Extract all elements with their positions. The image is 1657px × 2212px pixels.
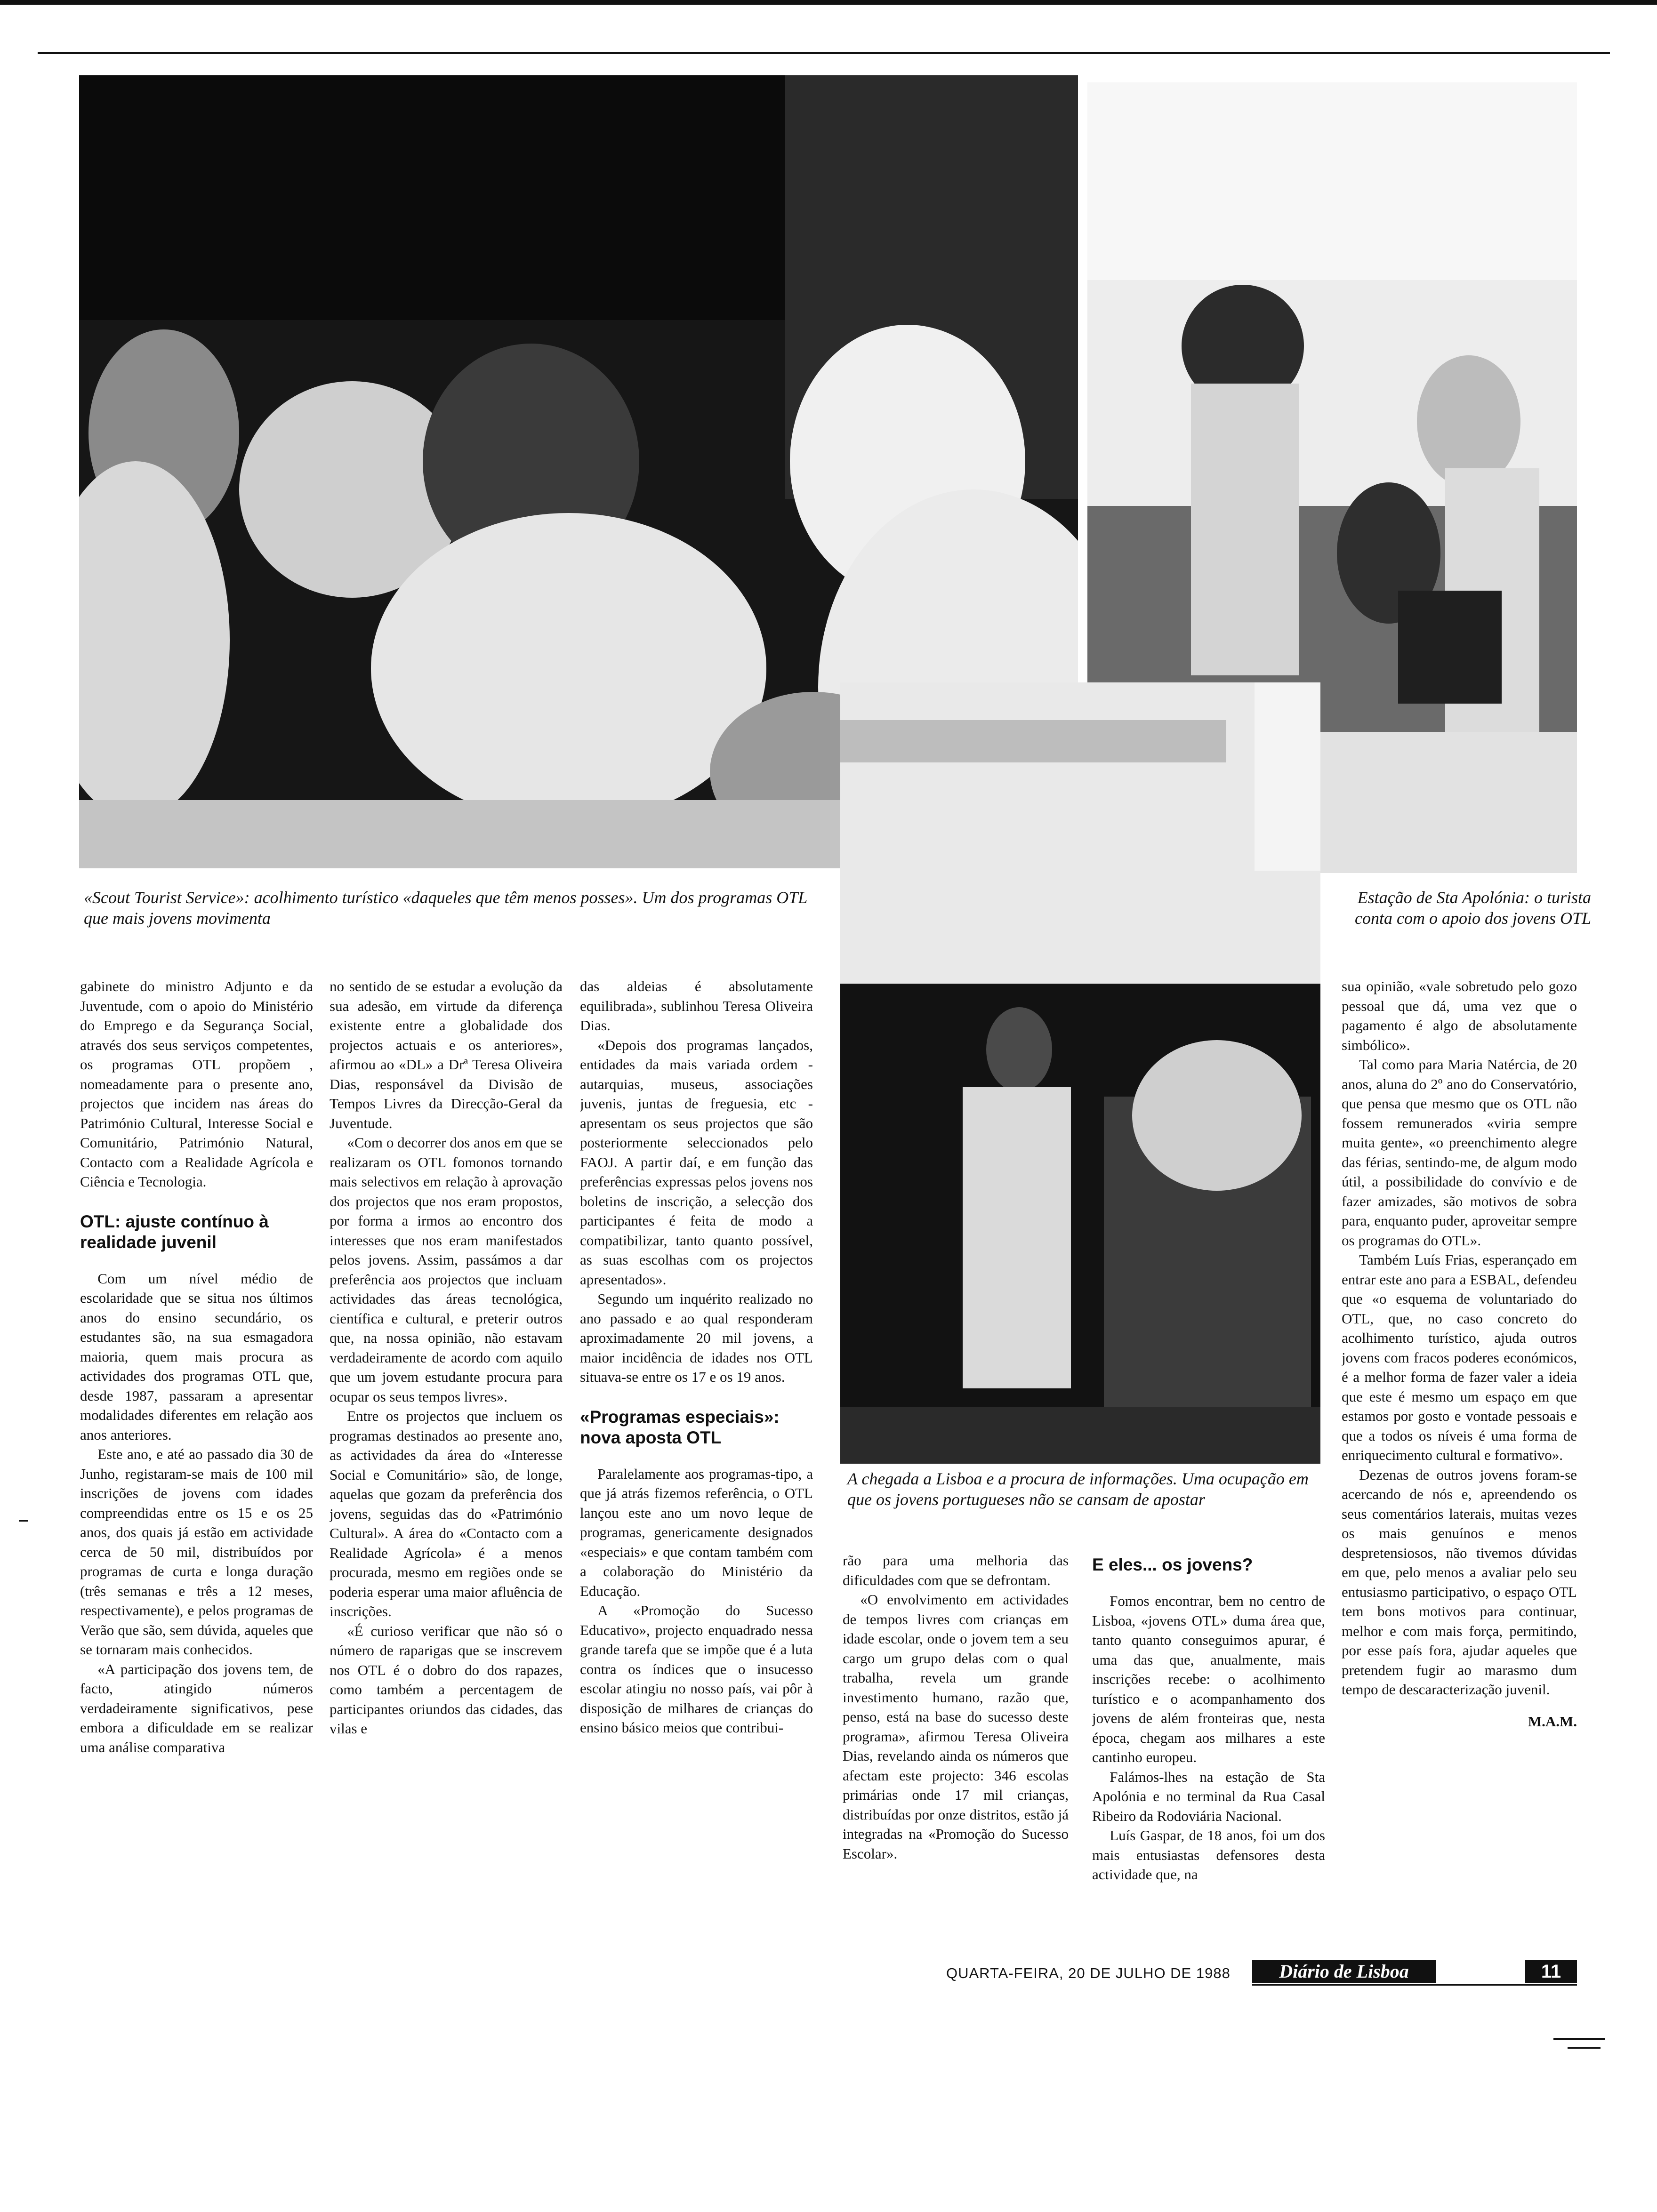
col6-paragraph-1: sua opinião, «vale sobretudo pelo gozo pessoal que dá, uma vez que o pagamento é algo de absolutamente simbólico». [1342,978,1577,1053]
scout-photo-caption: «Scout Tourist Service»: acolhimento turístico «daqueles que têm menos posses». Um dos programas OTL que mais jovens movimenta [84,888,807,928]
col3-paragraph-4: Paralelamente aos programas-tipo, a que já atrás fizemos referência, o OTL lançou este ano um novo leque de programas, genericamente designados «especiais» e que contam também com a colaboração do Ministério da Educação. [580,1465,813,1599]
page-number: 11 [1525,1960,1577,1983]
scan-mark-left [19,1520,28,1522]
col2-paragraph-2: «Com o decorrer dos anos em que se realizaram os OTL fomonos tornando mais selectivos em relação à aprovação dos projectos que nos eram propostos, por forma a irmos ao encontro dos interesses que nos eram manifestados pelos jovens. Assim, passámos a dar preferência aos projectos que incluam actividades das áreas tecnológica, científica e cultural, e preterir outros que, na nossa opinião, não estavam verdadeiramente de acordo com aquilo que um jovem estudante procura para ocupar os seus tempos livres». [330,1134,563,1405]
scan-mark-right-2 [1568,2047,1601,2049]
col1-paragraph-3: Este ano, e até ao passado dia 30 de Junho, registaram-se mais de 100 mil inscrições de jovens com idades compreendidas entre os 15 e os 25 anos, dos quais já estão em actividade cerca de 50 mil, distribuídos por programas de curta e longa duração (três semanas e três a 12 meses, respectivamente), e pelos programas de Verão que são, sem dúvida, aqueles que se tornaram mais conhecidos. [80,1446,313,1658]
col6-paragraph-2: Tal como para Maria Natércia, de 20 anos, aluna do 2º ano do Conservatório, que pensa que mesmo que os OTL não fossem remunerados «viria sempre muita gente», «o preenchimento alegre das férias, sentindo-me, de algum modo útil, a possibilidade do convívio e de fazer amizades, são motivos de sobra para, enquanto puder, aproveitar sempre os programas do OTL». [1342,1056,1577,1249]
col5-subheading: E eles... os jovens? [1092,1555,1253,1574]
col2-paragraph-1: no sentido de se estudar a evolução da sua adesão, em virtude da diferença existente entre a globalidade dos projectos actuais e os anteriores», afirmou ao «DL» a Drª Teresa Oliveira Dias, responsável da Divisão de Tempos Livres da Direcção-Geral da Juventude. [330,978,563,1131]
col5-paragraph-1: Fomos encontrar, bem no centro de Lisboa, «jovens OTL» duma área que, tanto quanto conseguimos apurar, é uma das que, anualmente, mais inscrições recebe: o acolhimento turístico e o acompanhamento dos jovens de além fronteiras que, nesta época, chegam aos milhares a este cantinho europeu. [1092,1593,1325,1765]
col3-paragraph-5: A «Promoção do Sucesso Educativo», projecto enquadrado nessa grande tarefa que se impõe que é a luta contra os índices que o insucesso escolar atingiu no nosso país, vai pôr à disposição de milhares de crianças do ensino básico meios que contribui- [580,1602,813,1736]
col5-paragraph-3: Luís Gaspar, de 18 anos, foi um dos mais entusiastas defensores desta actividade que, na [1092,1827,1325,1883]
col1-subheading: OTL: ajuste contínuo à realidade juvenil [80,1211,269,1252]
col6-paragraph-4: Dezenas de outros jovens foram-se acercando de nós e, apreendendo os seus comentários laterais, muitas vezes os mais genuínos e menos despretensiosos, não tivemos dúvidas em que, pelo menos a avaliar pelo seu entusiasmo participativo, o espaço OTL tem bons motivos para continuar, melhor e com mais força, permitindo, por esse país fora, ajudar aqueles que pretendem fugir ao marasmo dum tempo de descaracterização juvenil. [1342,1466,1577,1698]
article-column-4 [843,1551,1069,1918]
col6-paragraph-3: Também Luís Frias, esperançado em entrar este ano para a ESBAL, defendeu que «o esquema de voluntariado do OTL, que, no caso concreto do acolhimento turístico, ajuda outros jovens com fracos poderes económicos, é a melhor forma de fazer valer a ideia que este é mesmo um espaço em que estamos por gosto e vontade pessoais e que a todos os níveis é uma forma de enriquecimento cultural e formativo». [1342,1251,1577,1463]
arrival-photo-caption: A chegada a Lisboa e a procura de informações. Uma ocupação em que os jovens portugueses não se cansam de apostar [847,1469,1309,1509]
article-column-1 [80,977,313,1913]
scan-mark-right [1553,2038,1605,2040]
article-column-3 [580,977,813,1913]
top-scan-border [0,0,1657,5]
col4-paragraph-2: «O envolvimento em actividades de tempos livres com crianças em idade escolar, onde o jovem tem a seu cargo um grupo delas com o qual trabalha, revela um grande investimento humano, razão que, penso, está na base do sucesso deste programa», afirmou Teresa Oliveira Dias, revelando ainda os números que afectam este projecto: 346 escolas primárias onde 17 mil crianças, distribuídas por onze distritos, estão já integradas na «Promoção do Sucesso Escolar». [843,1591,1069,1862]
col2-paragraph-4: «É curioso verificar que não só o número de raparigas que se inscrevem nos OTL é o dobro do dos rapazes, como também a percentagem de participantes oriundos das cidades, das vilas e [330,1622,563,1737]
footer-date: QUARTA-FEIRA, 20 DE JULHO DE 1988 [946,1965,1231,1981]
col2-paragraph-3: Entre os projectos que incluem os programas destinados ao presente ano, as actividades da área do «Interesse Social e Comunitário» são, de longe, aquelas que gozam da preferência dos jovens, seguidas das do «Património Cultural». A área do «Contacto com a Realidade Agrícola» é a menos procurada, mesmo em regiões onde se poderia esperar uma maior afluência de inscrições. [330,1408,563,1619]
col3-paragraph-1: das aldeias é absolutamente equilibrada», sublinhou Teresa Oliveira Dias. [580,978,813,1034]
article-column-5 [1092,1551,1325,1918]
col5-paragraph-2: Falámos-lhes na estação de Sta Apolónia e no terminal da Rua Casal Ribeiro da Rodoviária Nacional. [1092,1768,1325,1824]
article-column-2 [330,977,563,1913]
col3-subheading: «Programas especiais»: nova aposta OTL [580,1407,780,1447]
col3-paragraph-2: «Depois dos programas lançados, entidades da mais variada ordem - autarquias, museus, associações juvenis, juntas de freguesia, etc - apresentam os seus projectos que são posteriormente seleccionados pelo FAOJ. A partir daí, e em função das preferências expressas pelos jovens nos boletins de inscrição, a selecção dos participantes é feita de modo a compatibilizar, tanto quanto possível, as suas escolhas com os projectos apresentados». [580,1036,813,1288]
masthead-logo: Diário de Lisboa [1252,1960,1436,1983]
col1-paragraph-1: gabinete do ministro Adjunto e da Juventude, com o apoio do Ministério do Emprego e da Segurança Social, através dos seus serviços competentes, os programas OTL propõem , nomeadamente para o presente ano, projectos que incidem nas áreas do Património Cultural, Interesse Social e Comunitário, Património Natural, Contacto com a Realidade Agrícola e Ciência e Tecnologia. [80,978,313,1190]
author-signature: M.A.M. [1528,1713,1577,1730]
footer-rule [1252,1984,1577,1986]
article-column-6 [1342,977,1577,1918]
col1-paragraph-2: Com um nível médio de escolaridade que se situa nos últimos anos do ensino secundário, os estudantes são, na sua esmagadora maioria, quem mais procura as actividades dos programas OTL que, desde 1987, passaram a apresentar modalidades diferentes em relação aos anos anteriores. [80,1270,313,1443]
header-rule [38,52,1610,54]
arrival-lisbon-photo [840,682,1320,1464]
col4-paragraph-1: rão para uma melhoria das dificuldades com que se defrontam. [843,1552,1069,1588]
col1-paragraph-4: «A participação dos jovens tem, de facto, atingido números verdadeiramente significativos, pese embora a dificuldade em se realizar uma análise comparativa [80,1660,313,1755]
col3-paragraph-3: Segundo um inquérito realizado no ano passado e ao qual responderam aproximadamente 20 mil jovens, a maior incidência de idades nos OTL situava-se entre os 17 e os 19 anos. [580,1290,813,1385]
station-photo-caption: Estação de Sta Apolónia: o turista conta com o apoio dos jovens OTL [1355,888,1591,928]
